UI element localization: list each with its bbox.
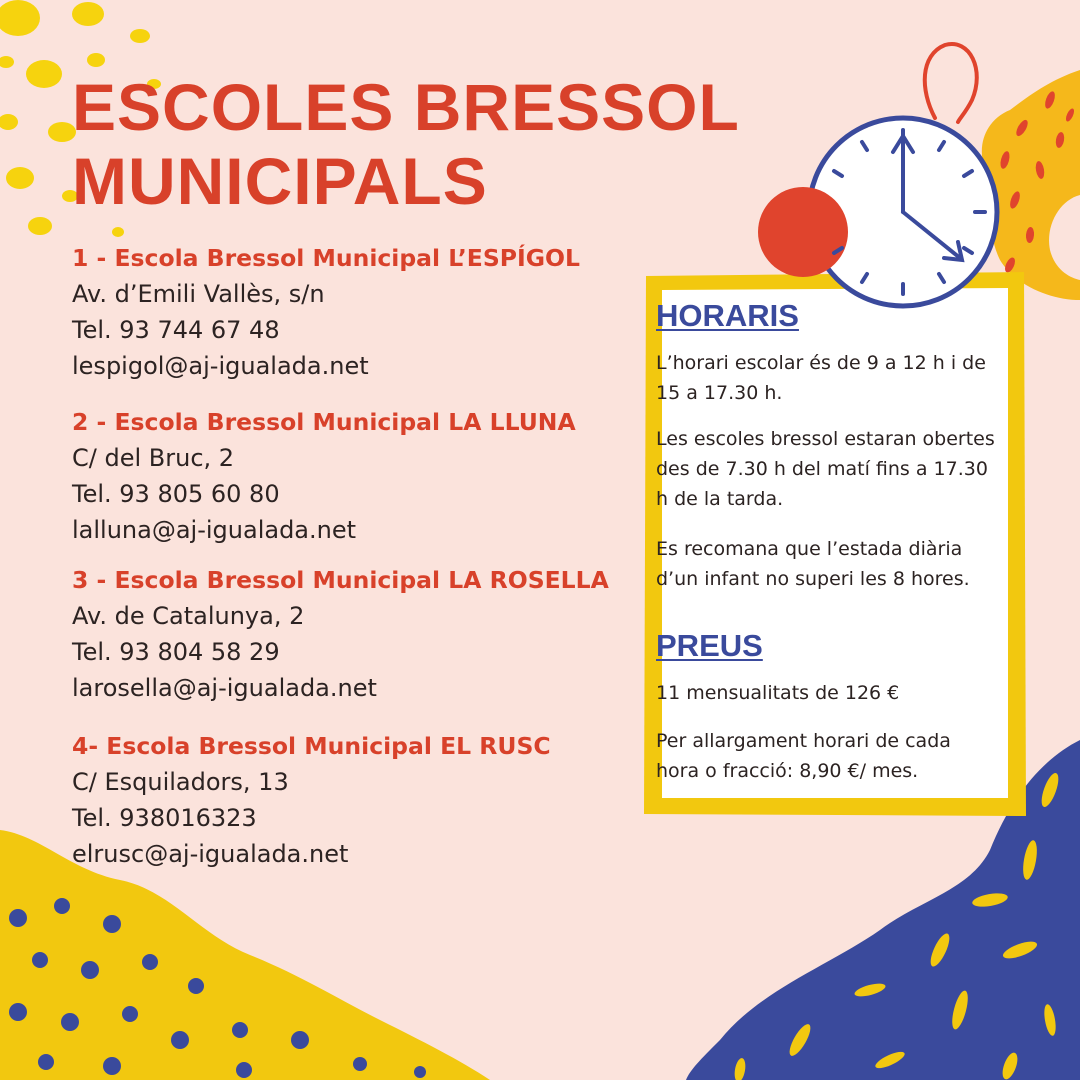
school-phone: Tel. 93 804 58 29 — [72, 638, 280, 666]
school-name: 2 - Escola Bressol Municipal LA LLUNA — [72, 408, 576, 436]
school-address: C/ Esquiladors, 13 — [72, 768, 289, 796]
school-email[interactable]: larosella@aj-igualada.net — [72, 674, 377, 702]
page-title — [72, 70, 740, 218]
title-line-2: MUNICIPALS — [72, 144, 488, 218]
school-email[interactable]: lespigol@aj-igualada.net — [72, 352, 369, 380]
title-line-1: ESCOLES BRESSOL — [72, 70, 740, 144]
horaris-schedule: L’horari escolar és de 9 a 12 h i de 15 a 17.30 h. — [656, 352, 986, 404]
preus-extension: Per allargament horari de cada hora o fracció: 8,90 €/ mes. — [656, 730, 951, 782]
horaris-heading: HORARIS — [656, 298, 799, 333]
school-address: Av. de Catalunya, 2 — [72, 602, 305, 630]
school-email[interactable]: lalluna@aj-igualada.net — [72, 516, 357, 544]
school-phone: Tel. 93 744 67 48 — [72, 316, 280, 344]
yellow-blob-top-right — [982, 70, 1080, 300]
preus-heading: PREUS — [656, 628, 763, 663]
school-phone: Tel. 938016323 — [72, 804, 257, 832]
school-phone: Tel. 93 805 60 80 — [72, 480, 280, 508]
school-entry — [72, 728, 551, 872]
school-address: Av. d’Emili Vallès, s/n — [72, 280, 325, 308]
school-entry — [72, 562, 609, 706]
school-name: 3 - Escola Bressol Municipal LA ROSELLA — [72, 566, 609, 594]
horaris-recommendation: Es recomana que l’estada diària d’un infant no superi les 8 hores. — [656, 538, 970, 590]
school-name: 4- Escola Bressol Municipal EL RUSC — [72, 732, 551, 760]
school-name: 1 - Escola Bressol Municipal L’ESPÍGOL — [72, 244, 580, 272]
school-email[interactable]: elrusc@aj-igualada.net — [72, 840, 349, 868]
school-entry — [72, 240, 580, 384]
school-address: C/ del Bruc, 2 — [72, 444, 235, 472]
horaris-opening: Les escoles bressol estaran obertes des de 7.30 h del matí fins a 17.30 h de la tarda. — [656, 428, 995, 510]
preus-monthly: 11 mensualitats de 126 € — [656, 682, 900, 704]
school-entry — [72, 404, 576, 548]
